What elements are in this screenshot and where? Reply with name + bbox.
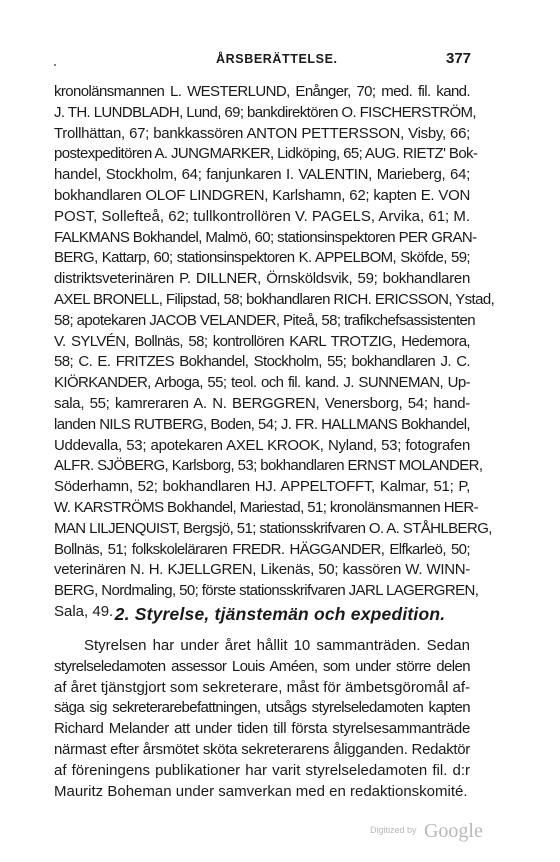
page-number: 377 bbox=[446, 50, 472, 67]
text-line: Bollnäs, 51; folkskoleläraren FREDR. HÄGGANDER, Elfkarleö, 50; bbox=[54, 540, 470, 558]
section-paragraph bbox=[54, 636, 470, 802]
text-line: 58; C. E. FRITZES Bokhandel, Stockholm, 55; bokhandlaren J. C. bbox=[54, 353, 470, 371]
text-line: BERG, Kattarp, 60; stationsinspektoren K. APPELBOM, Sköfde, 59; bbox=[54, 249, 470, 267]
text-line: Mauritz Boheman under samverkan med en redaktionskomité. bbox=[54, 782, 468, 800]
text-line: Uddevalla, 53; apotekaren AXEL KROOK, Nyland, 53; fotografen bbox=[54, 436, 470, 454]
body-text bbox=[54, 82, 495, 623]
text-line: närmast efter årsmötet sköta sekreterarens åligganden. Redaktör bbox=[54, 740, 470, 758]
text-line: kronolänsmannen L. WESTERLUND, Enånger, 70; med. fil. kand. bbox=[54, 83, 470, 100]
text-line: J. TH. LUNDBLADH, Lund, 69; bankdirektören O. FISCHERSTRÖM, bbox=[54, 103, 476, 121]
text-line: handel, Stockholm, 64; fanjunkaren I. VALENTIN, Marieberg, 64; bbox=[54, 166, 470, 184]
page-header bbox=[0, 46, 560, 70]
text-line: ALFR. SJÖBERG, Karlsborg, 53; bokhandlaren ERNST MOLANDER, bbox=[54, 457, 483, 475]
text-line: W. KARSTRÖMS Bokhandel, Mariestad, 51; kronolänsmannen HER- bbox=[54, 498, 478, 516]
text-line: BERG, Nordmaling, 50; förste stationsskrifvaren JARL LAGERGREN, bbox=[54, 582, 479, 600]
text-line: postexpeditören A. JUNGMARKER, Lidköping, 65; AUG. RIETZ' Bok- bbox=[54, 145, 478, 163]
text-line: Trollhättan, 67; bankkassören ANTON PETTERSSON, Visby, 66; bbox=[54, 124, 470, 142]
text-line: KIÖRKANDER, Arboga, 55; teol. och fil. kand. J. SUNNEMAN, Up- bbox=[54, 374, 470, 392]
text-line: Sala, 49. bbox=[54, 602, 114, 620]
text-line: styrelseledamoten assessor Louis Améen, som under större delen bbox=[54, 657, 470, 675]
digitized-watermark bbox=[370, 820, 483, 843]
watermark-prefix: Digitized by bbox=[370, 825, 417, 835]
text-line: AXEL BRONELL, Filipstad, 58; bokhandlaren RICH. ERICSSON, Ystad, bbox=[54, 290, 495, 308]
text-line: FALKMANS Bokhandel, Malmö, 60; stationsinspektoren PER GRAN- bbox=[54, 228, 477, 246]
text-line: säga sig sekreterarebefattningen, utsågs styrelseledamoten kapten bbox=[54, 699, 470, 717]
text-line: POST, Sollefteå, 62; tullkontrollören V. PAGELS, Arvika, 61; M. bbox=[54, 207, 471, 225]
print-speck bbox=[54, 64, 56, 66]
section-heading: 2. Styrelse, tjänstemän och expedition. bbox=[114, 604, 446, 624]
text-line: Styrelsen har under året hållit 10 sammanträden. Sedan bbox=[84, 637, 470, 654]
text-line: MAN LILJENQUIST, Bergsjö, 51; stationsskrifvaren O. A. STÅHLBERG, bbox=[54, 519, 492, 537]
text-line: bokhandlaren OLOF LINDGREN, Karlshamn, 62; kapten E. VON bbox=[54, 186, 470, 204]
text-line: V. SYLVÉN, Bollnäs, 58; kontrollören KARL TROTZIG, Hedemora, bbox=[54, 332, 470, 350]
text-line: 58; apotekaren JACOB VELANDER, Piteå, 58; trafikchefsassistenten bbox=[54, 311, 475, 329]
text-line: af föreningens publikationer har varit styrelseledamoten fil. d:r bbox=[54, 761, 470, 779]
text-line: distriktsveterinären P. DILLNER, Örnsköldsvik, 59; bokhandlaren bbox=[54, 270, 470, 288]
watermark-logo: Google bbox=[423, 820, 483, 842]
text-line: sala, 55; kamreraren A. N. BERGGREN, Venersborg, 54; hand- bbox=[54, 394, 470, 412]
text-line: veterinären N. H. KJELLGREN, Likenäs, 50; kassören W. WINN- bbox=[54, 561, 470, 579]
text-line: landen NILS RUTBERG, Boden, 54; J. FR. HALLMANS Bokhandel, bbox=[54, 415, 470, 433]
text-line: Söderhamn, 52; bokhandlaren HJ. APPELTOFFT, Kalmar, 51; P, bbox=[54, 478, 470, 496]
text-line: af året tjänstgjort som sekreterare, måst för ämbetsgöromål af- bbox=[54, 678, 470, 696]
text-line: Richard Melander att under tiden till första styrelsesammanträde bbox=[54, 720, 470, 738]
running-title: ÅRSBERÄTTELSE. bbox=[216, 52, 338, 66]
